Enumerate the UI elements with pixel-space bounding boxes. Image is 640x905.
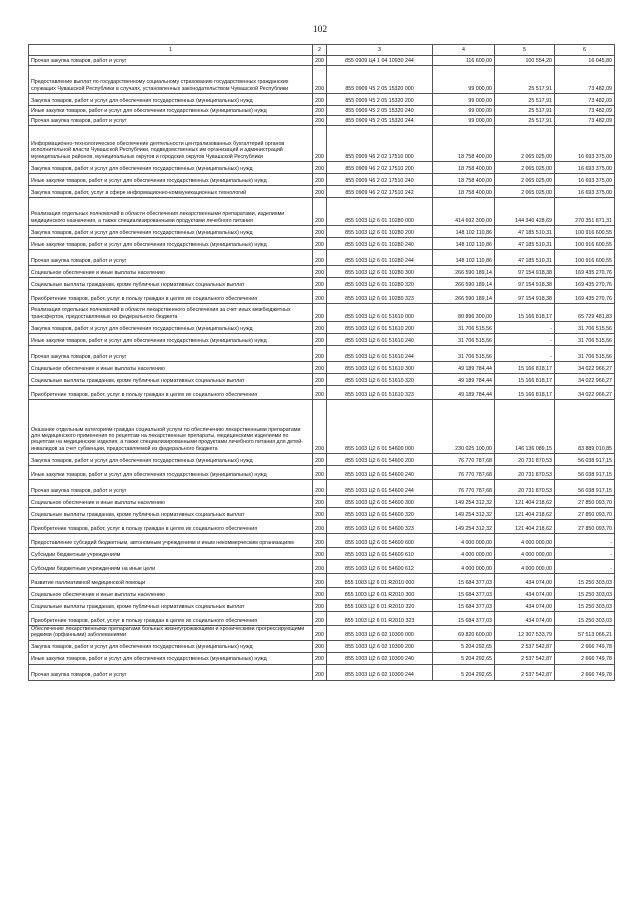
cell-code: 200 [313, 94, 327, 106]
table-header-row [29, 45, 615, 56]
cell-kcsr: 855 1003 Ц2 6 01 R2010 323 [327, 612, 433, 626]
cell-c4: 80 896 300,00 [433, 304, 495, 322]
table-row [29, 520, 615, 534]
cell-name: Прочая закупка товаров, работ и услуг [29, 116, 313, 126]
cell-code: 200 [313, 664, 327, 680]
cell-c4: 18 758 400,00 [433, 174, 495, 186]
cell-c5: 20 731 870,53 [495, 466, 555, 480]
cell-c5: 20 731 870,53 [495, 454, 555, 466]
cell-name: Иные закупки товаров, работ и услуг для обеспечения государственных (муниципальных) нужд [29, 466, 313, 480]
cell-c5: 25 517,91 [495, 106, 555, 116]
cell-c6: - [555, 534, 615, 548]
cell-name: Иные закупки товаров, работ и услуг для обеспечения государственных (муниципальных) нужд [29, 334, 313, 346]
cell-name: Прочая закупка товаров, работ и услуг [29, 346, 313, 362]
cell-c4: 49 189 784,44 [433, 386, 495, 400]
cell-c5: 4 000 000,00 [495, 534, 555, 548]
cell-c5: 121 404 218,62 [495, 520, 555, 534]
cell-c4: 148 102 110,86 [433, 238, 495, 250]
cell-name: Реализация отдельных полномочий в области лекарственного обеспечения за счет иных межбюджетных трансфертов, предоставляемых из федерального бюджета [29, 304, 313, 322]
cell-code: 200 [313, 652, 327, 664]
cell-c4: 69 820 600,00 [433, 626, 495, 641]
cell-kcsr: 855 1003 Ц2 6 01 10280 320 [327, 278, 433, 290]
table-row [29, 250, 615, 266]
cell-c6: 16 693 375,00 [555, 162, 615, 174]
cell-c5: 47 185 510,31 [495, 226, 555, 238]
cell-name: Приобретение товаров, работ, услуг в пользу граждан в целях их социального обеспечения [29, 520, 313, 534]
cell-name: Субсидии бюджетным учреждениям на иные цели [29, 560, 313, 574]
table-row [29, 106, 615, 116]
cell-c4: 148 102 110,86 [433, 250, 495, 266]
cell-c6: 100 916 600,55 [555, 238, 615, 250]
cell-code: 200 [313, 362, 327, 374]
cell-kcsr: 855 0909 Ц4 1 04 10930 244 [327, 56, 433, 66]
cell-code: 200 [313, 386, 327, 400]
cell-kcsr: 855 1003 Ц2 6 01 51610 240 [327, 334, 433, 346]
cell-kcsr: 855 0909 Ч6 2 02 17510 000 [327, 126, 433, 162]
table-row [29, 588, 615, 600]
column-header: 4 [433, 45, 495, 56]
table-body [29, 56, 615, 681]
cell-kcsr: 855 1003 Ц2 6 01 54600 323 [327, 520, 433, 534]
cell-kcsr: 855 1003 Ц2 6 01 10280 300 [327, 266, 433, 278]
cell-kcsr: 855 1003 Ц2 6 01 51610 320 [327, 374, 433, 386]
cell-code: 200 [313, 198, 327, 226]
cell-c6: 2 666 749,78 [555, 640, 615, 652]
table-row [29, 362, 615, 374]
cell-c4: 266 590 189,14 [433, 266, 495, 278]
cell-c6: - [555, 560, 615, 574]
cell-name: Приобретение товаров, работ, услуг в пользу граждан в целях их социального обеспечения [29, 612, 313, 626]
cell-c5: 25 517,91 [495, 66, 555, 94]
cell-c6: 16 045,80 [555, 56, 615, 66]
cell-c6: 73 482,09 [555, 94, 615, 106]
cell-name: Предоставление субсидий бюджетным, автономным учреждениям и иным некоммерческим организациям [29, 534, 313, 548]
table-row [29, 652, 615, 664]
cell-name: Закупка товаров, работ и услуг для обеспечения государственных (муниципальных) нужд [29, 162, 313, 174]
cell-code: 200 [313, 322, 327, 334]
cell-kcsr: 855 0909 Ч6 2 02 17510 242 [327, 186, 433, 198]
cell-c4: 116 600,00 [433, 56, 495, 66]
cell-c6: 15 250 303,03 [555, 612, 615, 626]
cell-kcsr: 855 0909 Ч6 2 02 17510 240 [327, 174, 433, 186]
cell-kcsr: 855 0909 Ч5 2 05 15320 244 [327, 116, 433, 126]
table-row [29, 346, 615, 362]
table-row [29, 66, 615, 94]
cell-c6: 27 850 093,70 [555, 508, 615, 520]
cell-c6: 73 482,09 [555, 116, 615, 126]
cell-kcsr: 855 1003 Ц2 6 02 10300 000 [327, 626, 433, 641]
cell-c5: 15 166 818,17 [495, 386, 555, 400]
cell-c4: 266 590 189,14 [433, 290, 495, 304]
cell-kcsr: 855 1003 Ц2 6 01 51610 300 [327, 362, 433, 374]
cell-c4: 5 204 292,65 [433, 652, 495, 664]
cell-c5: 2 537 542,87 [495, 640, 555, 652]
cell-code: 200 [313, 334, 327, 346]
cell-c6: 100 916 600,55 [555, 226, 615, 238]
cell-c5: 4 000 000,00 [495, 548, 555, 560]
table-row [29, 374, 615, 386]
cell-c6: 169 435 270,76 [555, 278, 615, 290]
cell-name: Приобретение товаров, работ, услуг в пользу граждан в целях их социального обеспечения [29, 386, 313, 400]
table-row [29, 480, 615, 496]
cell-name: Иные закупки товаров, работ и услуг для обеспечения государственных (муниципальных) нужд [29, 106, 313, 116]
table-row [29, 334, 615, 346]
cell-name: Закупка товаров, работ и услуг для обеспечения государственных (муниципальных) нужд [29, 454, 313, 466]
cell-code: 200 [313, 588, 327, 600]
table-row [29, 226, 615, 238]
cell-kcsr: 855 1003 Ц2 6 02 10300 244 [327, 664, 433, 680]
table-row [29, 454, 615, 466]
cell-code: 200 [313, 106, 327, 116]
table-row [29, 534, 615, 548]
cell-c6: 31 706 515,56 [555, 322, 615, 334]
cell-c4: 15 684 377,03 [433, 600, 495, 612]
cell-name: Социальные выплаты гражданам, кроме публичных нормативных социальных выплат [29, 374, 313, 386]
cell-name: Иные закупки товаров, работ и услуг для обеспечения государственных (муниципальных) нужд [29, 652, 313, 664]
table-row [29, 560, 615, 574]
cell-c5: 434 074,00 [495, 588, 555, 600]
cell-kcsr: 855 1003 Ц2 6 01 54600 320 [327, 508, 433, 520]
cell-c6: 15 250 303,03 [555, 600, 615, 612]
cell-code: 200 [313, 174, 327, 186]
cell-c4: 149 254 312,32 [433, 508, 495, 520]
cell-kcsr: 855 1003 Ц2 6 01 54600 300 [327, 496, 433, 508]
cell-c4: 99 000,00 [433, 116, 495, 126]
table-row [29, 612, 615, 626]
cell-code: 200 [313, 560, 327, 574]
table-row [29, 600, 615, 612]
table-row [29, 496, 615, 508]
table-row [29, 238, 615, 250]
cell-c4: 5 204 292,65 [433, 664, 495, 680]
cell-c6: 169 435 270,76 [555, 290, 615, 304]
cell-code: 200 [313, 508, 327, 520]
cell-kcsr: 855 1003 Ц2 6 01 54600 610 [327, 548, 433, 560]
table-row [29, 162, 615, 174]
column-header: 3 [327, 45, 433, 56]
cell-name: Закупка товаров, работ и услуг для обеспечения государственных (муниципальных) нужд [29, 226, 313, 238]
cell-code: 200 [313, 548, 327, 560]
cell-c5: 121 404 218,62 [495, 508, 555, 520]
cell-name: Реализация отдельных полномочий в области обеспечения лекарственными препаратами, изделиями медицинского назначения, а также специализированными продуктами лечебного питания [29, 198, 313, 226]
cell-kcsr: 855 0909 Ч5 2 05 15320 240 [327, 106, 433, 116]
table-row [29, 322, 615, 334]
cell-c5: - [495, 346, 555, 362]
cell-c4: 76 770 787,68 [433, 454, 495, 466]
cell-c6: 270 351 871,31 [555, 198, 615, 226]
cell-c6: 16 693 375,00 [555, 174, 615, 186]
cell-c4: 414 692 300,00 [433, 198, 495, 226]
cell-kcsr: 855 1003 Ц2 6 01 54600 612 [327, 560, 433, 574]
cell-kcsr: 855 1003 Ц2 6 01 R2010 320 [327, 600, 433, 612]
cell-name: Социальное обеспечение и иные выплаты населению [29, 496, 313, 508]
cell-kcsr: 855 1003 Ц2 6 01 51610 244 [327, 346, 433, 362]
cell-c5: 4 000 000,00 [495, 560, 555, 574]
cell-c5: 47 185 510,31 [495, 238, 555, 250]
cell-c6: 57 513 066,21 [555, 626, 615, 641]
cell-code: 200 [313, 520, 327, 534]
cell-c6: 169 435 270,76 [555, 266, 615, 278]
cell-kcsr: 855 1003 Ц2 6 01 54600 240 [327, 466, 433, 480]
table-row [29, 290, 615, 304]
cell-c4: 18 758 400,00 [433, 126, 495, 162]
cell-code: 200 [313, 162, 327, 174]
cell-name: Социальное обеспечение и иные выплаты населению [29, 588, 313, 600]
cell-c6: 27 850 093,70 [555, 496, 615, 508]
cell-c4: 4 000 000,00 [433, 534, 495, 548]
cell-c5: 2 065 025,00 [495, 126, 555, 162]
cell-c6: 34 022 966,27 [555, 362, 615, 374]
cell-c6: 34 022 966,27 [555, 386, 615, 400]
cell-c4: 99 000,00 [433, 66, 495, 94]
cell-kcsr: 855 1003 Ц2 6 01 54600 000 [327, 400, 433, 454]
table-row [29, 548, 615, 560]
cell-name: Обеспечение лекарственными препаратами больных жизнеугрожающими и хроническими прогрессирующими редкими (орфанными) заболеваниями [29, 626, 313, 641]
table-row [29, 56, 615, 66]
cell-c4: 18 758 400,00 [433, 186, 495, 198]
table-row [29, 508, 615, 520]
cell-c6: 15 250 303,03 [555, 588, 615, 600]
table-row [29, 640, 615, 652]
cell-name: Оказание отдельным категориям граждан социальной услуги по обеспечению лекарственными препаратами для медицинского применения по рецептам на лекарственные препараты, медицинскими изделиями по рецептам на медицинские изделия, а также специализированными продуктами лечебного питания для детей-инвалидов за счет субвенции, предоставляемой из федерального бюджета [29, 400, 313, 454]
cell-code: 200 [313, 278, 327, 290]
cell-kcsr: 855 1003 Ц2 6 01 51610 323 [327, 386, 433, 400]
cell-c5: 15 166 818,17 [495, 374, 555, 386]
table-row [29, 186, 615, 198]
cell-c5: 2 065 025,00 [495, 186, 555, 198]
cell-c4: 266 590 189,14 [433, 278, 495, 290]
table-row [29, 304, 615, 322]
table-row [29, 626, 615, 641]
cell-c4: 49 189 784,44 [433, 362, 495, 374]
cell-c5: 121 404 218,62 [495, 496, 555, 508]
cell-c4: 31 706 515,56 [433, 346, 495, 362]
cell-c5: - [495, 322, 555, 334]
cell-name: Предоставление выплат по государственному социальному страхованию государственных гражданских служащих Чувашской Республики в случаях, установленных законодательством Чувашской Республики [29, 66, 313, 94]
cell-code: 200 [313, 66, 327, 94]
cell-c5: 2 537 542,87 [495, 664, 555, 680]
cell-c6: 73 482,09 [555, 66, 615, 94]
cell-c5: 47 185 510,31 [495, 250, 555, 266]
cell-code: 200 [313, 346, 327, 362]
table-row [29, 664, 615, 680]
cell-code: 200 [313, 290, 327, 304]
cell-code: 200 [313, 466, 327, 480]
cell-name: Иные закупки товаров, работ и услуг для обеспечения государственных (муниципальных) нужд [29, 174, 313, 186]
cell-code: 200 [313, 496, 327, 508]
cell-name: Прочая закупка товаров, работ и услуг [29, 56, 313, 66]
cell-c5: - [495, 334, 555, 346]
cell-name: Социальные выплаты гражданам, кроме публичных нормативных социальных выплат [29, 508, 313, 520]
cell-code: 200 [313, 304, 327, 322]
cell-name: Социальные выплаты гражданам, кроме публичных нормативных социальных выплат [29, 600, 313, 612]
cell-code: 200 [313, 640, 327, 652]
cell-kcsr: 855 1003 Ц2 6 01 10280 200 [327, 226, 433, 238]
cell-name: Прочая закупка товаров, работ и услуг [29, 480, 313, 496]
cell-name: Иные закупки товаров, работ и услуг для обеспечения государственных (муниципальных) нужд [29, 238, 313, 250]
cell-kcsr: 855 1003 Ц2 6 01 R2010 300 [327, 588, 433, 600]
table-row [29, 116, 615, 126]
cell-c4: 99 000,00 [433, 106, 495, 116]
cell-c4: 15 684 377,03 [433, 588, 495, 600]
cell-kcsr: 855 1003 Ц2 6 01 10280 240 [327, 238, 433, 250]
cell-c6: 83 889 010,85 [555, 400, 615, 454]
cell-c6: 27 850 093,70 [555, 520, 615, 534]
cell-name: Приобретение товаров, работ, услуг в пользу граждан в целях их социального обеспечения [29, 290, 313, 304]
table-row [29, 94, 615, 106]
column-header: 2 [313, 45, 327, 56]
cell-c6: 56 038 917,15 [555, 466, 615, 480]
cell-c4: 15 684 377,03 [433, 612, 495, 626]
cell-code: 200 [313, 600, 327, 612]
cell-c6: 56 038 917,15 [555, 480, 615, 496]
cell-c4: 15 684 377,03 [433, 574, 495, 588]
cell-c6: 73 482,09 [555, 106, 615, 116]
cell-c6: 56 038 917,15 [555, 454, 615, 466]
cell-c4: 148 102 110,86 [433, 226, 495, 238]
cell-code: 200 [313, 186, 327, 198]
cell-name: Развитие паллиативной медицинской помощи [29, 574, 313, 588]
table-row [29, 266, 615, 278]
cell-c5: 434 074,00 [495, 612, 555, 626]
cell-code: 200 [313, 374, 327, 386]
cell-name: Социальные выплаты гражданам, кроме публичных нормативных социальных выплат [29, 278, 313, 290]
cell-c5: 146 136 089,15 [495, 400, 555, 454]
table-row [29, 174, 615, 186]
cell-c5: 97 154 918,38 [495, 290, 555, 304]
cell-c5: 15 166 818,17 [495, 362, 555, 374]
cell-kcsr: 855 0909 Ч5 2 05 15320 200 [327, 94, 433, 106]
table-row [29, 400, 615, 454]
cell-code: 200 [313, 574, 327, 588]
cell-kcsr: 855 1003 Ц2 6 01 R2010 000 [327, 574, 433, 588]
page-number: 102 [312, 25, 328, 35]
column-header: 5 [495, 45, 555, 56]
cell-code: 200 [313, 400, 327, 454]
cell-code: 200 [313, 626, 327, 641]
column-header: 1 [29, 45, 313, 56]
cell-c6: 16 693 375,00 [555, 186, 615, 198]
cell-name: Социальное обеспечение и иные выплаты населению [29, 362, 313, 374]
cell-name: Прочая закупка товаров, работ и услуг [29, 664, 313, 680]
cell-code: 200 [313, 250, 327, 266]
cell-c6: 2 666 749,78 [555, 664, 615, 680]
cell-c5: 434 074,00 [495, 600, 555, 612]
cell-name: Информационно-технологическое обеспечение деятельности централизованных бухгалтерий органов исполнительной власти Чувашской Республики, подведомственных им организаций и администраций муниципальных районов, муниципальных округов и городских округов Чувашской Республики [29, 126, 313, 162]
cell-c4: 76 770 787,68 [433, 466, 495, 480]
table-row [29, 574, 615, 588]
cell-c5: 2 065 025,00 [495, 162, 555, 174]
column-header: 6 [555, 45, 615, 56]
cell-name: Субсидии бюджетным учреждениям [29, 548, 313, 560]
cell-c4: 5 204 292,65 [433, 640, 495, 652]
table-row [29, 386, 615, 400]
cell-code: 200 [313, 534, 327, 548]
table-row [29, 466, 615, 480]
cell-c4: 230 025 100,00 [433, 400, 495, 454]
cell-kcsr: 855 1003 Ц2 6 01 54600 200 [327, 454, 433, 466]
cell-code: 200 [313, 126, 327, 162]
cell-name: Прочая закупка товаров, работ и услуг [29, 250, 313, 266]
cell-c6: 65 729 481,83 [555, 304, 615, 322]
table-row [29, 198, 615, 226]
cell-c5: 434 074,00 [495, 574, 555, 588]
cell-c4: 31 706 515,56 [433, 322, 495, 334]
cell-c4: 18 758 400,00 [433, 162, 495, 174]
cell-c6: - [555, 548, 615, 560]
cell-c6: 31 706 515,56 [555, 334, 615, 346]
cell-code: 200 [313, 612, 327, 626]
cell-c6: 100 916 600,55 [555, 250, 615, 266]
cell-name: Закупка товаров, работ и услуг для обеспечения государственных (муниципальных) нужд [29, 322, 313, 334]
cell-name: Закупка товаров, работ, услуг в сфере информационно-коммуникационных технологий [29, 186, 313, 198]
cell-name: Закупка товаров, работ и услуг для обеспечения государственных (муниципальных) нужд [29, 94, 313, 106]
budget-table [28, 44, 615, 681]
cell-c6: 16 693 375,00 [555, 126, 615, 162]
cell-c4: 149 254 312,32 [433, 496, 495, 508]
cell-kcsr: 855 1003 Ц2 6 01 51610 000 [327, 304, 433, 322]
cell-c5: 144 340 428,69 [495, 198, 555, 226]
cell-name: Закупка товаров, работ и услуг для обеспечения государственных (муниципальных) нужд [29, 640, 313, 652]
cell-kcsr: 855 0909 Ч6 2 02 17510 200 [327, 162, 433, 174]
cell-c6: 34 022 966,27 [555, 374, 615, 386]
cell-c5: 2 065 025,00 [495, 174, 555, 186]
cell-c5: 100 554,20 [495, 56, 555, 66]
cell-code: 200 [313, 116, 327, 126]
cell-kcsr: 855 1003 Ц2 6 01 10280 000 [327, 198, 433, 226]
cell-c4: 49 189 784,44 [433, 374, 495, 386]
table-row [29, 126, 615, 162]
cell-code: 200 [313, 226, 327, 238]
table-row [29, 278, 615, 290]
cell-name: Социальное обеспечение и иные выплаты населению [29, 266, 313, 278]
cell-c5: 2 537 542,87 [495, 652, 555, 664]
cell-c5: 20 731 870,53 [495, 480, 555, 496]
cell-kcsr: 855 1003 Ц2 6 01 54600 244 [327, 480, 433, 496]
cell-kcsr: 855 1003 Ц2 6 02 10300 240 [327, 652, 433, 664]
cell-c5: 25 517,91 [495, 116, 555, 126]
cell-code: 200 [313, 480, 327, 496]
cell-c6: 15 250 303,03 [555, 574, 615, 588]
cell-kcsr: 855 1003 Ц2 6 02 10300 200 [327, 640, 433, 652]
cell-code: 200 [313, 238, 327, 250]
cell-c5: 97 154 918,38 [495, 266, 555, 278]
cell-c5: 25 517,91 [495, 94, 555, 106]
cell-c5: 12 307 533,79 [495, 626, 555, 641]
cell-c4: 76 770 787,68 [433, 480, 495, 496]
cell-c4: 4 000 000,00 [433, 560, 495, 574]
cell-kcsr: 855 0909 Ч5 2 05 15320 000 [327, 66, 433, 94]
cell-c6: 2 666 749,78 [555, 652, 615, 664]
cell-kcsr: 855 1003 Ц2 6 01 10280 323 [327, 290, 433, 304]
cell-code: 200 [313, 56, 327, 66]
cell-code: 200 [313, 454, 327, 466]
cell-kcsr: 855 1003 Ц2 6 01 54600 600 [327, 534, 433, 548]
cell-c4: 31 706 515,56 [433, 334, 495, 346]
cell-c4: 4 000 000,00 [433, 548, 495, 560]
cell-c5: 15 166 818,17 [495, 304, 555, 322]
cell-c4: 149 254 312,32 [433, 520, 495, 534]
cell-c6: 31 706 515,56 [555, 346, 615, 362]
cell-c4: 99 000,00 [433, 94, 495, 106]
cell-code: 200 [313, 266, 327, 278]
cell-c5: 97 154 918,38 [495, 278, 555, 290]
cell-kcsr: 855 1003 Ц2 6 01 51610 200 [327, 322, 433, 334]
cell-kcsr: 855 1003 Ц2 6 01 10280 244 [327, 250, 433, 266]
